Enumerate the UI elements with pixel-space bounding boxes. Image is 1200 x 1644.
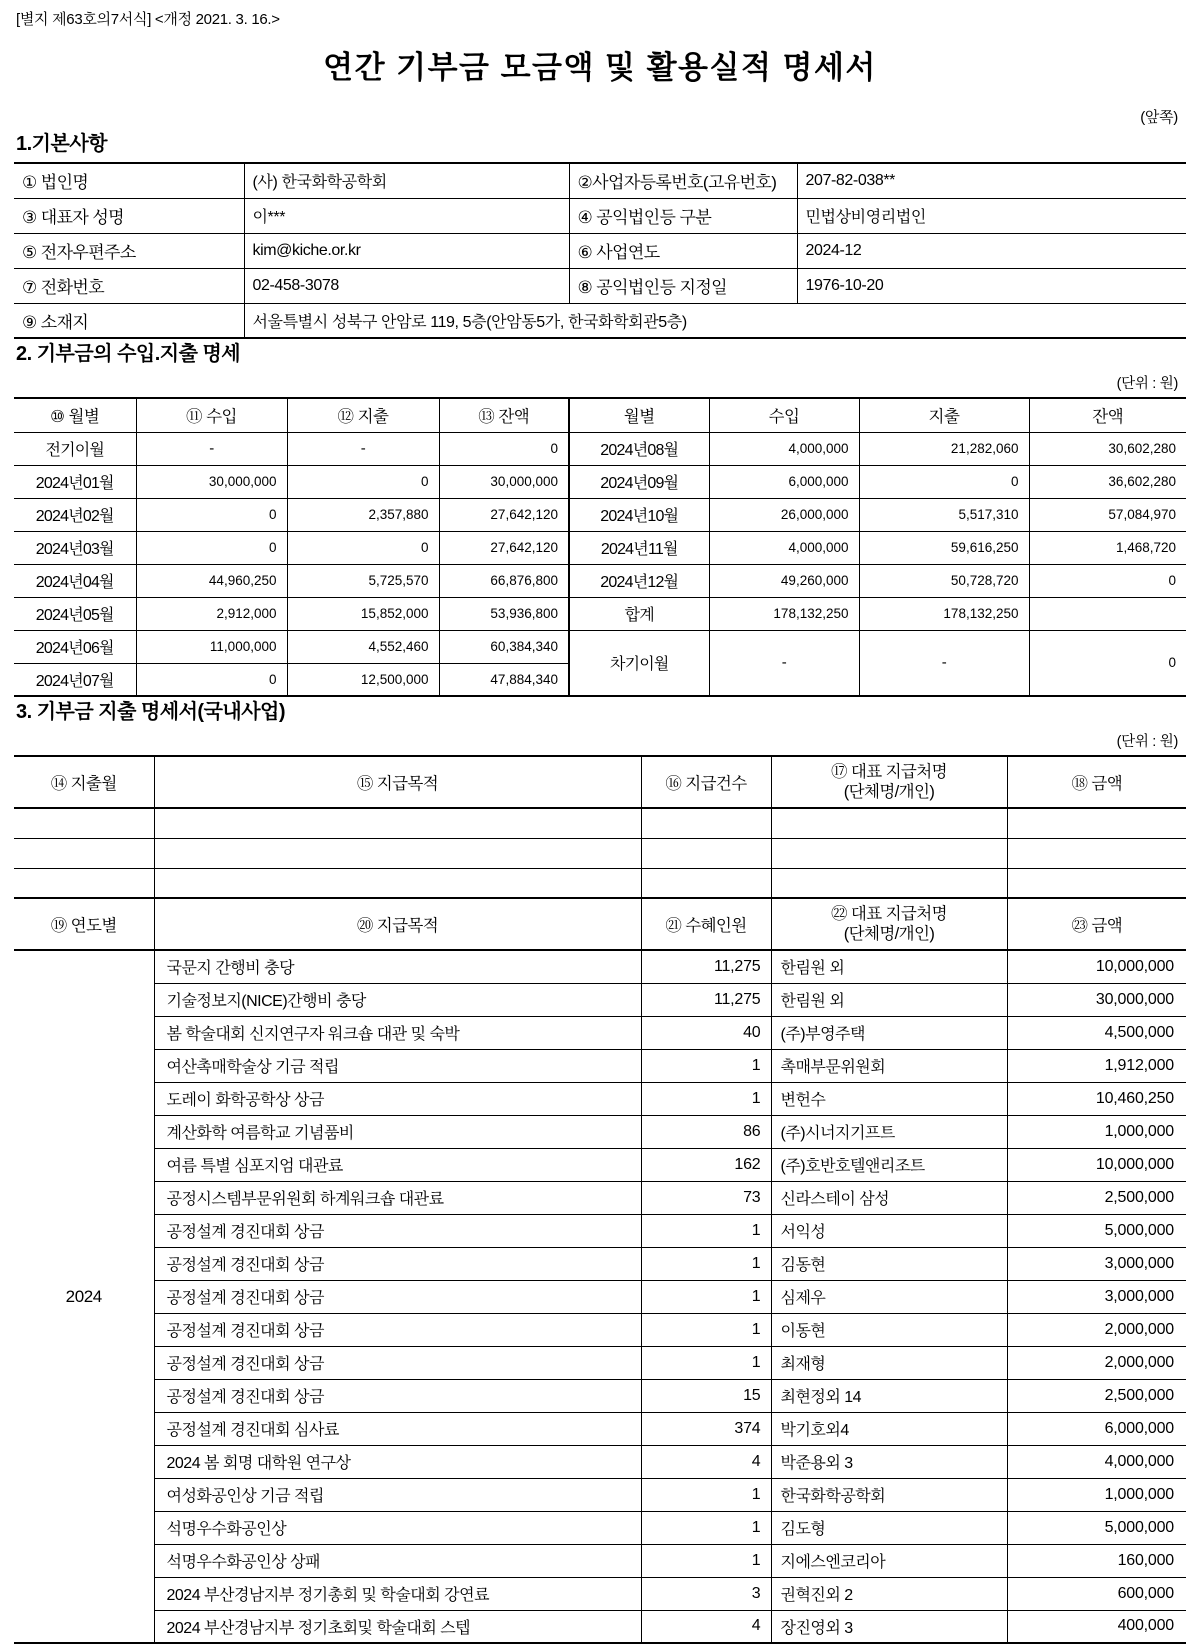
exp-hdr-payee — [771, 756, 1007, 808]
basic-label: ⑥ 사업연도 — [569, 233, 797, 268]
flow-income-left: 0 — [136, 663, 287, 696]
form-code: [별지 제63호의7서식] <개정 2021. 3. 16.> — [16, 11, 280, 28]
basic-value: 02-458-3078 — [244, 268, 569, 303]
basic-info-table — [14, 162, 1186, 339]
expense-count: 86 — [641, 1115, 771, 1148]
expense-purpose: 여성화공인상 기금 적립 — [154, 1478, 641, 1511]
expense-count: 15 — [641, 1379, 771, 1412]
basic-label: ① 법인명 — [14, 163, 244, 198]
expense-payee: 최현정외 14 — [771, 1379, 1007, 1412]
expense-amount: 160,000 — [1007, 1544, 1186, 1577]
flow-header-row — [14, 398, 1186, 432]
flow-row — [14, 630, 1186, 663]
expense-row — [14, 1544, 1186, 1577]
expense-payee: 한림원 외 — [771, 983, 1007, 1016]
flow-expense-right: 50,728,720 — [859, 564, 1029, 597]
basic-info-row — [14, 268, 1186, 303]
flow-balance-right — [1029, 597, 1186, 630]
section2-heading: 2. 기부금의 수입.지출 명세 — [16, 343, 241, 365]
expense-row — [14, 1412, 1186, 1445]
expense-row — [14, 1115, 1186, 1148]
expense-purpose: 공정설계 경진대회 상금 — [154, 1313, 641, 1346]
flow-balance-right: 0 — [1029, 630, 1186, 696]
expense-payee: 최재형 — [771, 1346, 1007, 1379]
flow-month-right: 합계 — [569, 597, 709, 630]
flow-hdr-expense-right: 지출 — [859, 398, 1029, 432]
flow-month-right: 2024년08월 — [569, 432, 709, 465]
expense-empty-row — [14, 808, 1186, 838]
flow-income-left: - — [136, 432, 287, 465]
flow-expense-right: - — [859, 630, 1029, 696]
basic-value: kim@kiche.or.kr — [244, 233, 569, 268]
basic-value: 이*** — [244, 198, 569, 233]
expense-detail-table — [14, 755, 1186, 1644]
expense-empty-cell — [1007, 838, 1186, 868]
expense-empty-cell — [771, 868, 1007, 898]
expense-row — [14, 1511, 1186, 1544]
flow-balance-left: 66,876,800 — [439, 564, 569, 597]
expense-count: 1 — [641, 1346, 771, 1379]
expense-amount: 3,000,000 — [1007, 1280, 1186, 1313]
flow-month-right: 2024년11월 — [569, 531, 709, 564]
exp-hdr-amount2: ㉓ 금액 — [1007, 898, 1186, 950]
expense-amount: 30,000,000 — [1007, 983, 1186, 1016]
expense-purpose: 봄 학술대회 신지연구자 워크숍 대관 및 숙박 — [154, 1016, 641, 1049]
flow-balance-left: 27,642,120 — [439, 498, 569, 531]
flow-hdr-income-left: ⑪ 수입 — [136, 398, 287, 432]
flow-balance-right: 30,602,280 — [1029, 432, 1186, 465]
flow-row — [14, 498, 1186, 531]
expense-count: 11,275 — [641, 950, 771, 983]
expense-purpose: 석명우수화공인상 상패 — [154, 1544, 641, 1577]
flow-month-right: 2024년09월 — [569, 465, 709, 498]
section3-unit-note: (단위 : 원) — [1116, 734, 1178, 750]
expense-payee: (주)시너지기프트 — [771, 1115, 1007, 1148]
flow-income-right: 4,000,000 — [709, 432, 859, 465]
expense-amount: 10,000,000 — [1007, 1148, 1186, 1181]
expense-amount: 2,000,000 — [1007, 1313, 1186, 1346]
flow-income-left: 0 — [136, 531, 287, 564]
expense-purpose: 공정설계 경진대회 상금 — [154, 1346, 641, 1379]
basic-info-row — [14, 198, 1186, 233]
flow-hdr-expense-left: ⑫ 지출 — [287, 398, 439, 432]
expense-count: 73 — [641, 1181, 771, 1214]
flow-row — [14, 564, 1186, 597]
exp-hdr-payee-line2: (단체명/개인) — [843, 783, 935, 801]
expense-purpose: 공정설계 경진대회 상금 — [154, 1214, 641, 1247]
flow-expense-right: 59,616,250 — [859, 531, 1029, 564]
flow-row — [14, 465, 1186, 498]
expense-empty-cell — [154, 868, 641, 898]
flow-month-left: 2024년04월 — [14, 564, 136, 597]
expense-payee: 서익성 — [771, 1214, 1007, 1247]
exp-hdr-purpose2: ⑳ 지급목적 — [154, 898, 641, 950]
expense-purpose: 2024 봄 회명 대학원 연구상 — [154, 1445, 641, 1478]
expense-count: 3 — [641, 1577, 771, 1610]
basic-label: ⑦ 전화번호 — [14, 268, 244, 303]
expense-amount: 4,500,000 — [1007, 1016, 1186, 1049]
flow-expense-left: 5,725,570 — [287, 564, 439, 597]
basic-value: 1976-10-20 — [797, 268, 1186, 303]
expense-empty-cell — [154, 808, 641, 838]
expense-amount: 2,500,000 — [1007, 1379, 1186, 1412]
page-side-note: (앞쪽) — [1140, 109, 1178, 126]
expense-amount: 1,000,000 — [1007, 1115, 1186, 1148]
expense-count: 11,275 — [641, 983, 771, 1016]
flow-month-right: 2024년10월 — [569, 498, 709, 531]
exp-hdr-amount: ⑱ 금액 — [1007, 756, 1186, 808]
basic-info-row — [14, 233, 1186, 268]
flow-hdr-month-right: 월별 — [569, 398, 709, 432]
flow-income-right: - — [709, 630, 859, 696]
flow-income-left: 30,000,000 — [136, 465, 287, 498]
exp-hdr-beneficiaries: ㉑ 수혜인원 — [641, 898, 771, 950]
flow-expense-left: 0 — [287, 465, 439, 498]
expense-empty-cell — [641, 808, 771, 838]
expense-payee: 박준용외 3 — [771, 1445, 1007, 1478]
expense-amount: 2,000,000 — [1007, 1346, 1186, 1379]
flow-expense-right: 0 — [859, 465, 1029, 498]
expense-row — [14, 950, 1186, 983]
expense-purpose: 2024 부산경남지부 정기초회및 학술대회 스텝 — [154, 1610, 641, 1643]
flow-month-left: 2024년02월 — [14, 498, 136, 531]
expense-payee: 한림원 외 — [771, 950, 1007, 983]
flow-expense-right: 21,282,060 — [859, 432, 1029, 465]
exp-hdr-year: ⑲ 연도별 — [14, 898, 154, 950]
expense-empty-cell — [1007, 868, 1186, 898]
flow-expense-right: 178,132,250 — [859, 597, 1029, 630]
flow-income-right: 6,000,000 — [709, 465, 859, 498]
expense-purpose: 도레이 화학공학상 상금 — [154, 1082, 641, 1115]
flow-expense-left: 0 — [287, 531, 439, 564]
flow-income-right: 26,000,000 — [709, 498, 859, 531]
flow-month-left: 2024년05월 — [14, 597, 136, 630]
address-value: 서울특별시 성북구 안암로 119, 5층(안암동5가, 한국화학회관5층) — [244, 303, 1186, 338]
expense-count: 374 — [641, 1412, 771, 1445]
expense-purpose: 공정설계 경진대회 심사료 — [154, 1412, 641, 1445]
exp-hdr-payee2-line1: ㉒ 대표 지급처명 — [831, 905, 947, 923]
expense-empty-row — [14, 868, 1186, 898]
section3-heading: 3. 기부금 지출 명세서(국내사업) — [16, 701, 286, 723]
expense-row — [14, 1313, 1186, 1346]
expense-purpose: 기술정보지(NICE)간행비 충당 — [154, 983, 641, 1016]
expense-row — [14, 983, 1186, 1016]
expense-row — [14, 1181, 1186, 1214]
flow-income-left: 2,912,000 — [136, 597, 287, 630]
expense-row — [14, 1379, 1186, 1412]
expense-purpose: 공정설계 경진대회 상금 — [154, 1247, 641, 1280]
expense-row — [14, 1247, 1186, 1280]
flow-balance-left: 30,000,000 — [439, 465, 569, 498]
basic-label: ③ 대표자 성명 — [14, 198, 244, 233]
flow-expense-left: 12,500,000 — [287, 663, 439, 696]
expense-amount: 400,000 — [1007, 1610, 1186, 1643]
flow-month-right: 차기이월 — [569, 630, 709, 696]
expense-amount: 3,000,000 — [1007, 1247, 1186, 1280]
expense-amount: 5,000,000 — [1007, 1511, 1186, 1544]
flow-expense-left: 4,552,460 — [287, 630, 439, 663]
flow-balance-left: 0 — [439, 432, 569, 465]
flow-balance-left: 27,642,120 — [439, 531, 569, 564]
expense-payee: (주)부영주택 — [771, 1016, 1007, 1049]
expense-count: 1 — [641, 1049, 771, 1082]
expense-empty-cell — [14, 838, 154, 868]
flow-hdr-income-right: 수입 — [709, 398, 859, 432]
expense-count: 40 — [641, 1016, 771, 1049]
expense-amount: 1,912,000 — [1007, 1049, 1186, 1082]
expense-empty-cell — [154, 838, 641, 868]
flow-income-left: 0 — [136, 498, 287, 531]
expense-payee: 촉매부문위원회 — [771, 1049, 1007, 1082]
expense-amount: 10,000,000 — [1007, 950, 1186, 983]
expense-row — [14, 1214, 1186, 1247]
expense-purpose: 계산화학 여름학교 기념품비 — [154, 1115, 641, 1148]
expense-empty-cell — [641, 868, 771, 898]
expense-purpose: 2024 부산경남지부 정기총회 및 학술대회 강연료 — [154, 1577, 641, 1610]
expense-amount: 10,460,250 — [1007, 1082, 1186, 1115]
expense-payee: 이동현 — [771, 1313, 1007, 1346]
flow-month-left: 2024년07월 — [14, 663, 136, 696]
flow-expense-left: 2,357,880 — [287, 498, 439, 531]
exp-hdr-count: ⑯ 지급건수 — [641, 756, 771, 808]
flow-expense-left: 15,852,000 — [287, 597, 439, 630]
flow-balance-right: 1,468,720 — [1029, 531, 1186, 564]
donation-flow-table — [14, 397, 1186, 697]
basic-label: ④ 공익법인등 구분 — [569, 198, 797, 233]
flow-income-right: 49,260,000 — [709, 564, 859, 597]
flow-balance-left: 53,936,800 — [439, 597, 569, 630]
page-title: 연간 기부금 모금액 및 활용실적 명세서 — [323, 50, 877, 85]
expense-header-row-b — [14, 898, 1186, 950]
expense-payee: 권혁진외 2 — [771, 1577, 1007, 1610]
expense-empty-cell — [771, 808, 1007, 838]
expense-row — [14, 1049, 1186, 1082]
expense-row — [14, 1280, 1186, 1313]
section2-unit-note: (단위 : 원) — [1116, 376, 1178, 392]
flow-row — [14, 597, 1186, 630]
expense-purpose: 공정시스템부문위원회 하계워크숍 대관료 — [154, 1181, 641, 1214]
expense-amount: 1,000,000 — [1007, 1478, 1186, 1511]
basic-info-row — [14, 163, 1186, 198]
flow-balance-right: 36,602,280 — [1029, 465, 1186, 498]
expense-count: 1 — [641, 1214, 771, 1247]
flow-income-left: 44,960,250 — [136, 564, 287, 597]
expense-payee: 장진영외 3 — [771, 1610, 1007, 1643]
expense-payee: 신라스테이 삼성 — [771, 1181, 1007, 1214]
expense-payee: 변헌수 — [771, 1082, 1007, 1115]
basic-info-row-address — [14, 303, 1186, 338]
expense-empty-cell — [1007, 808, 1186, 838]
flow-hdr-balance-right: 잔액 — [1029, 398, 1186, 432]
flow-balance-left: 47,884,340 — [439, 663, 569, 696]
expense-row — [14, 1346, 1186, 1379]
flow-income-left: 11,000,000 — [136, 630, 287, 663]
basic-label: ⑤ 전자우편주소 — [14, 233, 244, 268]
expense-row — [14, 1610, 1186, 1643]
basic-value: 민법상비영리법인 — [797, 198, 1186, 233]
flow-row — [14, 531, 1186, 564]
expense-purpose: 석명우수화공인상 — [154, 1511, 641, 1544]
expense-row — [14, 1478, 1186, 1511]
expense-amount: 5,000,000 — [1007, 1214, 1186, 1247]
section1-heading: 1.기본사항 — [16, 133, 107, 155]
flow-month-right: 2024년12월 — [569, 564, 709, 597]
flow-hdr-balance-left: ⑬ 잔액 — [439, 398, 569, 432]
flow-expense-left: - — [287, 432, 439, 465]
expense-payee: (주)호반호텔앤리조트 — [771, 1148, 1007, 1181]
expense-purpose: 국문지 간행비 충당 — [154, 950, 641, 983]
flow-month-left: 2024년06월 — [14, 630, 136, 663]
expense-purpose: 여산촉매학술상 기금 적립 — [154, 1049, 641, 1082]
basic-value: (사) 한국화학공학회 — [244, 163, 569, 198]
expense-year: 2024 — [14, 950, 154, 1643]
flow-balance-left: 60,384,340 — [439, 630, 569, 663]
exp-hdr-payee2 — [771, 898, 1007, 950]
expense-payee: 김동현 — [771, 1247, 1007, 1280]
expense-count: 1 — [641, 1280, 771, 1313]
expense-amount: 600,000 — [1007, 1577, 1186, 1610]
expense-purpose: 여름 특별 심포지엄 대관료 — [154, 1148, 641, 1181]
expense-row — [14, 1082, 1186, 1115]
expense-amount: 2,500,000 — [1007, 1181, 1186, 1214]
expense-empty-cell — [14, 868, 154, 898]
expense-payee: 한국화학공학회 — [771, 1478, 1007, 1511]
flow-month-left: 2024년03월 — [14, 531, 136, 564]
expense-count: 162 — [641, 1148, 771, 1181]
expense-count: 1 — [641, 1544, 771, 1577]
flow-expense-right: 5,517,310 — [859, 498, 1029, 531]
flow-balance-right: 57,084,970 — [1029, 498, 1186, 531]
address-label: ⑨ 소재지 — [14, 303, 244, 338]
expense-count: 1 — [641, 1082, 771, 1115]
expense-payee: 지에스엔코리아 — [771, 1544, 1007, 1577]
flow-income-right: 4,000,000 — [709, 531, 859, 564]
expense-amount: 4,000,000 — [1007, 1445, 1186, 1478]
expense-empty-cell — [771, 838, 1007, 868]
basic-value: 207-82-038** — [797, 163, 1186, 198]
flow-income-right: 178,132,250 — [709, 597, 859, 630]
flow-month-left: 전기이월 — [14, 432, 136, 465]
expense-payee: 심제우 — [771, 1280, 1007, 1313]
expense-count: 1 — [641, 1313, 771, 1346]
expense-amount: 6,000,000 — [1007, 1412, 1186, 1445]
flow-row — [14, 432, 1186, 465]
expense-empty-row — [14, 838, 1186, 868]
exp-hdr-payee-line1: ⑰ 대표 지급처명 — [831, 763, 947, 781]
flow-hdr-month-left: ⑩ 월별 — [14, 398, 136, 432]
exp-hdr-purpose: ⑮ 지급목적 — [154, 756, 641, 808]
expense-payee: 박기호외4 — [771, 1412, 1007, 1445]
expense-count: 1 — [641, 1511, 771, 1544]
expense-count: 1 — [641, 1478, 771, 1511]
exp-hdr-month: ⑭ 지출월 — [14, 756, 154, 808]
expense-row — [14, 1445, 1186, 1478]
expense-count: 4 — [641, 1610, 771, 1643]
expense-row — [14, 1577, 1186, 1610]
expense-header-row-a — [14, 756, 1186, 808]
basic-label: ⑧ 공익법인등 지정일 — [569, 268, 797, 303]
flow-balance-right: 0 — [1029, 564, 1186, 597]
basic-value: 2024-12 — [797, 233, 1186, 268]
expense-count: 4 — [641, 1445, 771, 1478]
expense-purpose: 공정설계 경진대회 상금 — [154, 1280, 641, 1313]
expense-payee: 김도형 — [771, 1511, 1007, 1544]
basic-label: ②사업자등록번호(고유번호) — [569, 163, 797, 198]
expense-empty-cell — [14, 808, 154, 838]
expense-row — [14, 1016, 1186, 1049]
exp-hdr-payee2-line2: (단체명/개인) — [843, 925, 935, 943]
expense-row — [14, 1148, 1186, 1181]
expense-count: 1 — [641, 1247, 771, 1280]
expense-empty-cell — [641, 838, 771, 868]
expense-purpose: 공정설계 경진대회 상금 — [154, 1379, 641, 1412]
flow-month-left: 2024년01월 — [14, 465, 136, 498]
